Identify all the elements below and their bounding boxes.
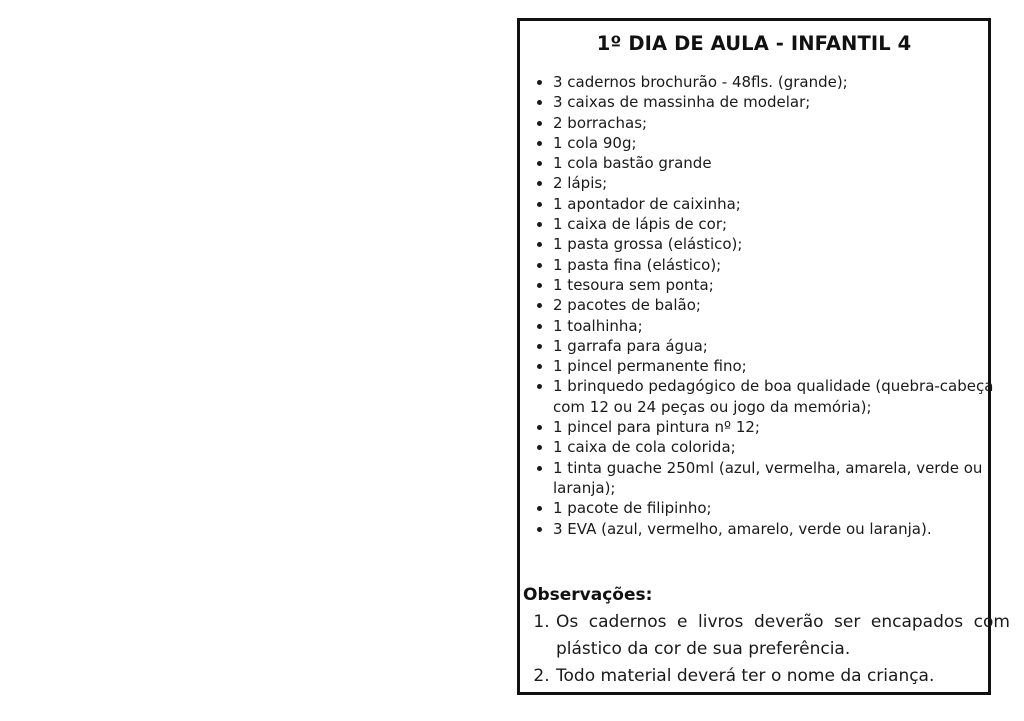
list-item: • 1 tinta guache 250ml (azul, vermelha, amarela, verde ou laranja); [553, 458, 998, 499]
list-item: • 1 toalhinha; [553, 316, 998, 336]
list-item: • 1 pasta fina (elástico); [553, 255, 998, 275]
list-item: • 1 cola 90g; [553, 133, 998, 153]
list-item: • 3 caixas de massinha de modelar; [553, 92, 998, 112]
list-item: • 1 pacote de filipinho; [553, 498, 998, 518]
supply-list-card [517, 18, 1010, 695]
list-item: • 1 garrafa para água; [553, 336, 998, 356]
list-item: • 1 caixa de lápis de cor; [553, 214, 998, 234]
list-item: • 2 lápis; [553, 173, 998, 193]
list-item: • 2 borrachas; [553, 113, 998, 133]
list-item: • 1 pasta grossa (elástico); [553, 234, 998, 254]
observations-heading: Observações: [523, 585, 653, 605]
list-item: • 3 EVA (azul, vermelho, amarelo, verde ou laranja). [553, 519, 998, 539]
list-item: • 2 pacotes de balão; [553, 295, 998, 315]
list-item: • 1 tesoura sem ponta; [553, 275, 998, 295]
observations-list [533, 609, 1010, 690]
list-item: • 1 pincel permanente fino; [553, 356, 998, 376]
list-item: • 1 apontador de caixinha; [553, 194, 998, 214]
list-item: • 1 brinquedo pedagógico de boa qualidade (quebra-cabeça com 12 ou 24 peças ou jogo da memória); [553, 376, 998, 417]
page-title: 1º DIA DE AULA - INFANTIL 4 [596, 32, 912, 55]
supply-list [535, 72, 998, 539]
observation-item: 1. Os cadernos e livros deverão ser encapados com plástico da cor de sua preferência. [555, 609, 1010, 663]
list-item: • 1 caixa de cola colorida; [553, 437, 998, 457]
list-item: • 3 cadernos brochurão - 48fls. (grande); [553, 72, 998, 92]
list-item: • 1 cola bastão grande [553, 153, 998, 173]
observation-item: 2. Todo material deverá ter o nome da criança. [555, 663, 1010, 690]
list-item: • 1 pincel para pintura nº 12; [553, 417, 998, 437]
